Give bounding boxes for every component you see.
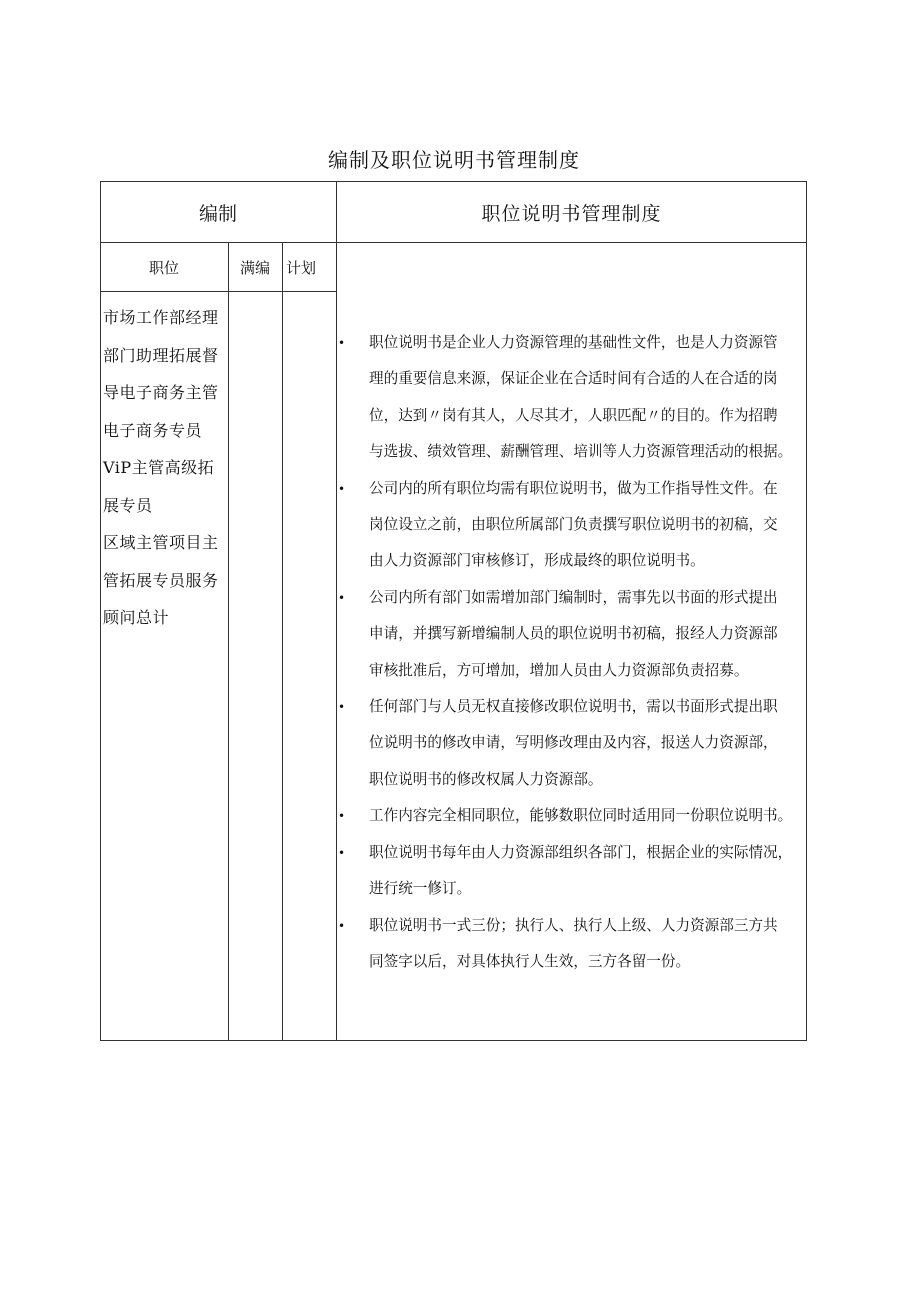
position-line: 管拓展专员服务 [103, 570, 219, 590]
col-plan-label: 计划 [285, 259, 316, 277]
position-line: 部门助理拓展督 [103, 345, 219, 365]
col-position-label: 职位 [148, 259, 179, 277]
rule-line: 申请，并撰写新增编制人员的职位说明书初稿，报经人力资源部 [369, 625, 778, 643]
rule-line: 与选拔、绩效管理、薪酬管理、培训等人力资源管理活动的根据。 [369, 443, 793, 461]
subheader-divider [100, 291, 336, 292]
policy-table [100, 181, 807, 1041]
table-border-top [100, 181, 807, 182]
bullet-icon: • [338, 590, 346, 605]
position-line: 顾问总计 [103, 608, 170, 627]
bullet-icon: • [338, 918, 346, 933]
position-line: 区域主管项目主 [103, 533, 219, 552]
rule-line: 职位说明书每年由人力资源部组织各部门，根据企业的实际情况， [369, 843, 793, 861]
rule-line: 岗位设立之前，由职位所属部门负责撰写职位说明书的初稿，交 [369, 516, 778, 534]
rule-line: 职位说明书是企业人力资源管理的基础性文件，也是人力资源管 [369, 334, 778, 351]
position-line: 市场工作部经理 [103, 308, 219, 327]
col-divider-full [228, 242, 229, 1041]
rule-line: 任何部门与人员无权直接修改职位说明书，需以书面形式提出职 [369, 698, 778, 716]
bullet-icon: • [338, 481, 346, 496]
rule-item [336, 325, 806, 471]
rule-line: 公司内所有部门如需增加部门编制时，需事先以书面的形式提出 [369, 588, 778, 606]
header-divider [100, 242, 807, 243]
rule-line: 位，达到〃岗有其人，人尽其才，人职匹配〃的目的。作为招聘 [369, 406, 778, 424]
col-full-label: 满编 [239, 259, 270, 277]
rule-item [336, 798, 806, 834]
rule-line: 由人力资源部门审核修订，形成最终的职位说明书。 [369, 552, 705, 570]
rule-line: 审核批准后，方可增加，增加人员由人力资源部负责招募。 [369, 661, 749, 679]
bullet-icon: • [338, 336, 346, 350]
bullet-icon: • [338, 845, 346, 860]
rule-line: 公司内的所有职位均需有职位说明书，做为工作指导性文件。在 [369, 479, 778, 497]
rule-line: 理的重要信息来源，保证企业在合适时间有合适的人在合适的岗 [369, 370, 778, 388]
rule-line: 位说明书的修改申请，写明修改理由及内容，报送人力资源部， [369, 734, 778, 752]
rules-list [336, 325, 806, 980]
rule-line: 工作内容完全相同职位，能够数职位同时适用同一份职位说明书。 [369, 807, 793, 825]
rule-item [336, 580, 806, 689]
rule-line: 职位说明书一式三份；执行人、执行人上级、人力资源部三方共 [369, 916, 778, 934]
rule-line: 进行统一修订。 [369, 880, 472, 898]
rule-line: 同签字以后，对具体执行人生效，三方各留一份。 [369, 952, 691, 970]
bullet-icon: • [338, 700, 346, 715]
position-line: 展专员 [103, 495, 153, 515]
rule-line: 职位说明书的修改权属人力资源部。 [369, 770, 603, 788]
position-line: 电子商务专员 [103, 420, 203, 440]
position-line: ViP主管高级拓 [103, 458, 215, 477]
document-title: 编制及职位说明书管理制度 [328, 148, 580, 172]
col-divider-plan [282, 242, 283, 1041]
header-left-label: 编制 [198, 203, 237, 225]
table-border-bottom [100, 1040, 807, 1041]
rule-item [336, 689, 806, 798]
header-right-label: 职位说明书管理制度 [481, 203, 662, 225]
rule-item [336, 835, 806, 908]
rule-item [336, 908, 806, 981]
table-border-right [806, 181, 807, 1041]
bullet-icon: • [338, 809, 346, 824]
position-line: 导电子商务主管 [103, 383, 219, 402]
positions-list [103, 299, 227, 637]
rule-item [336, 471, 806, 580]
table-border-left [100, 181, 101, 1041]
